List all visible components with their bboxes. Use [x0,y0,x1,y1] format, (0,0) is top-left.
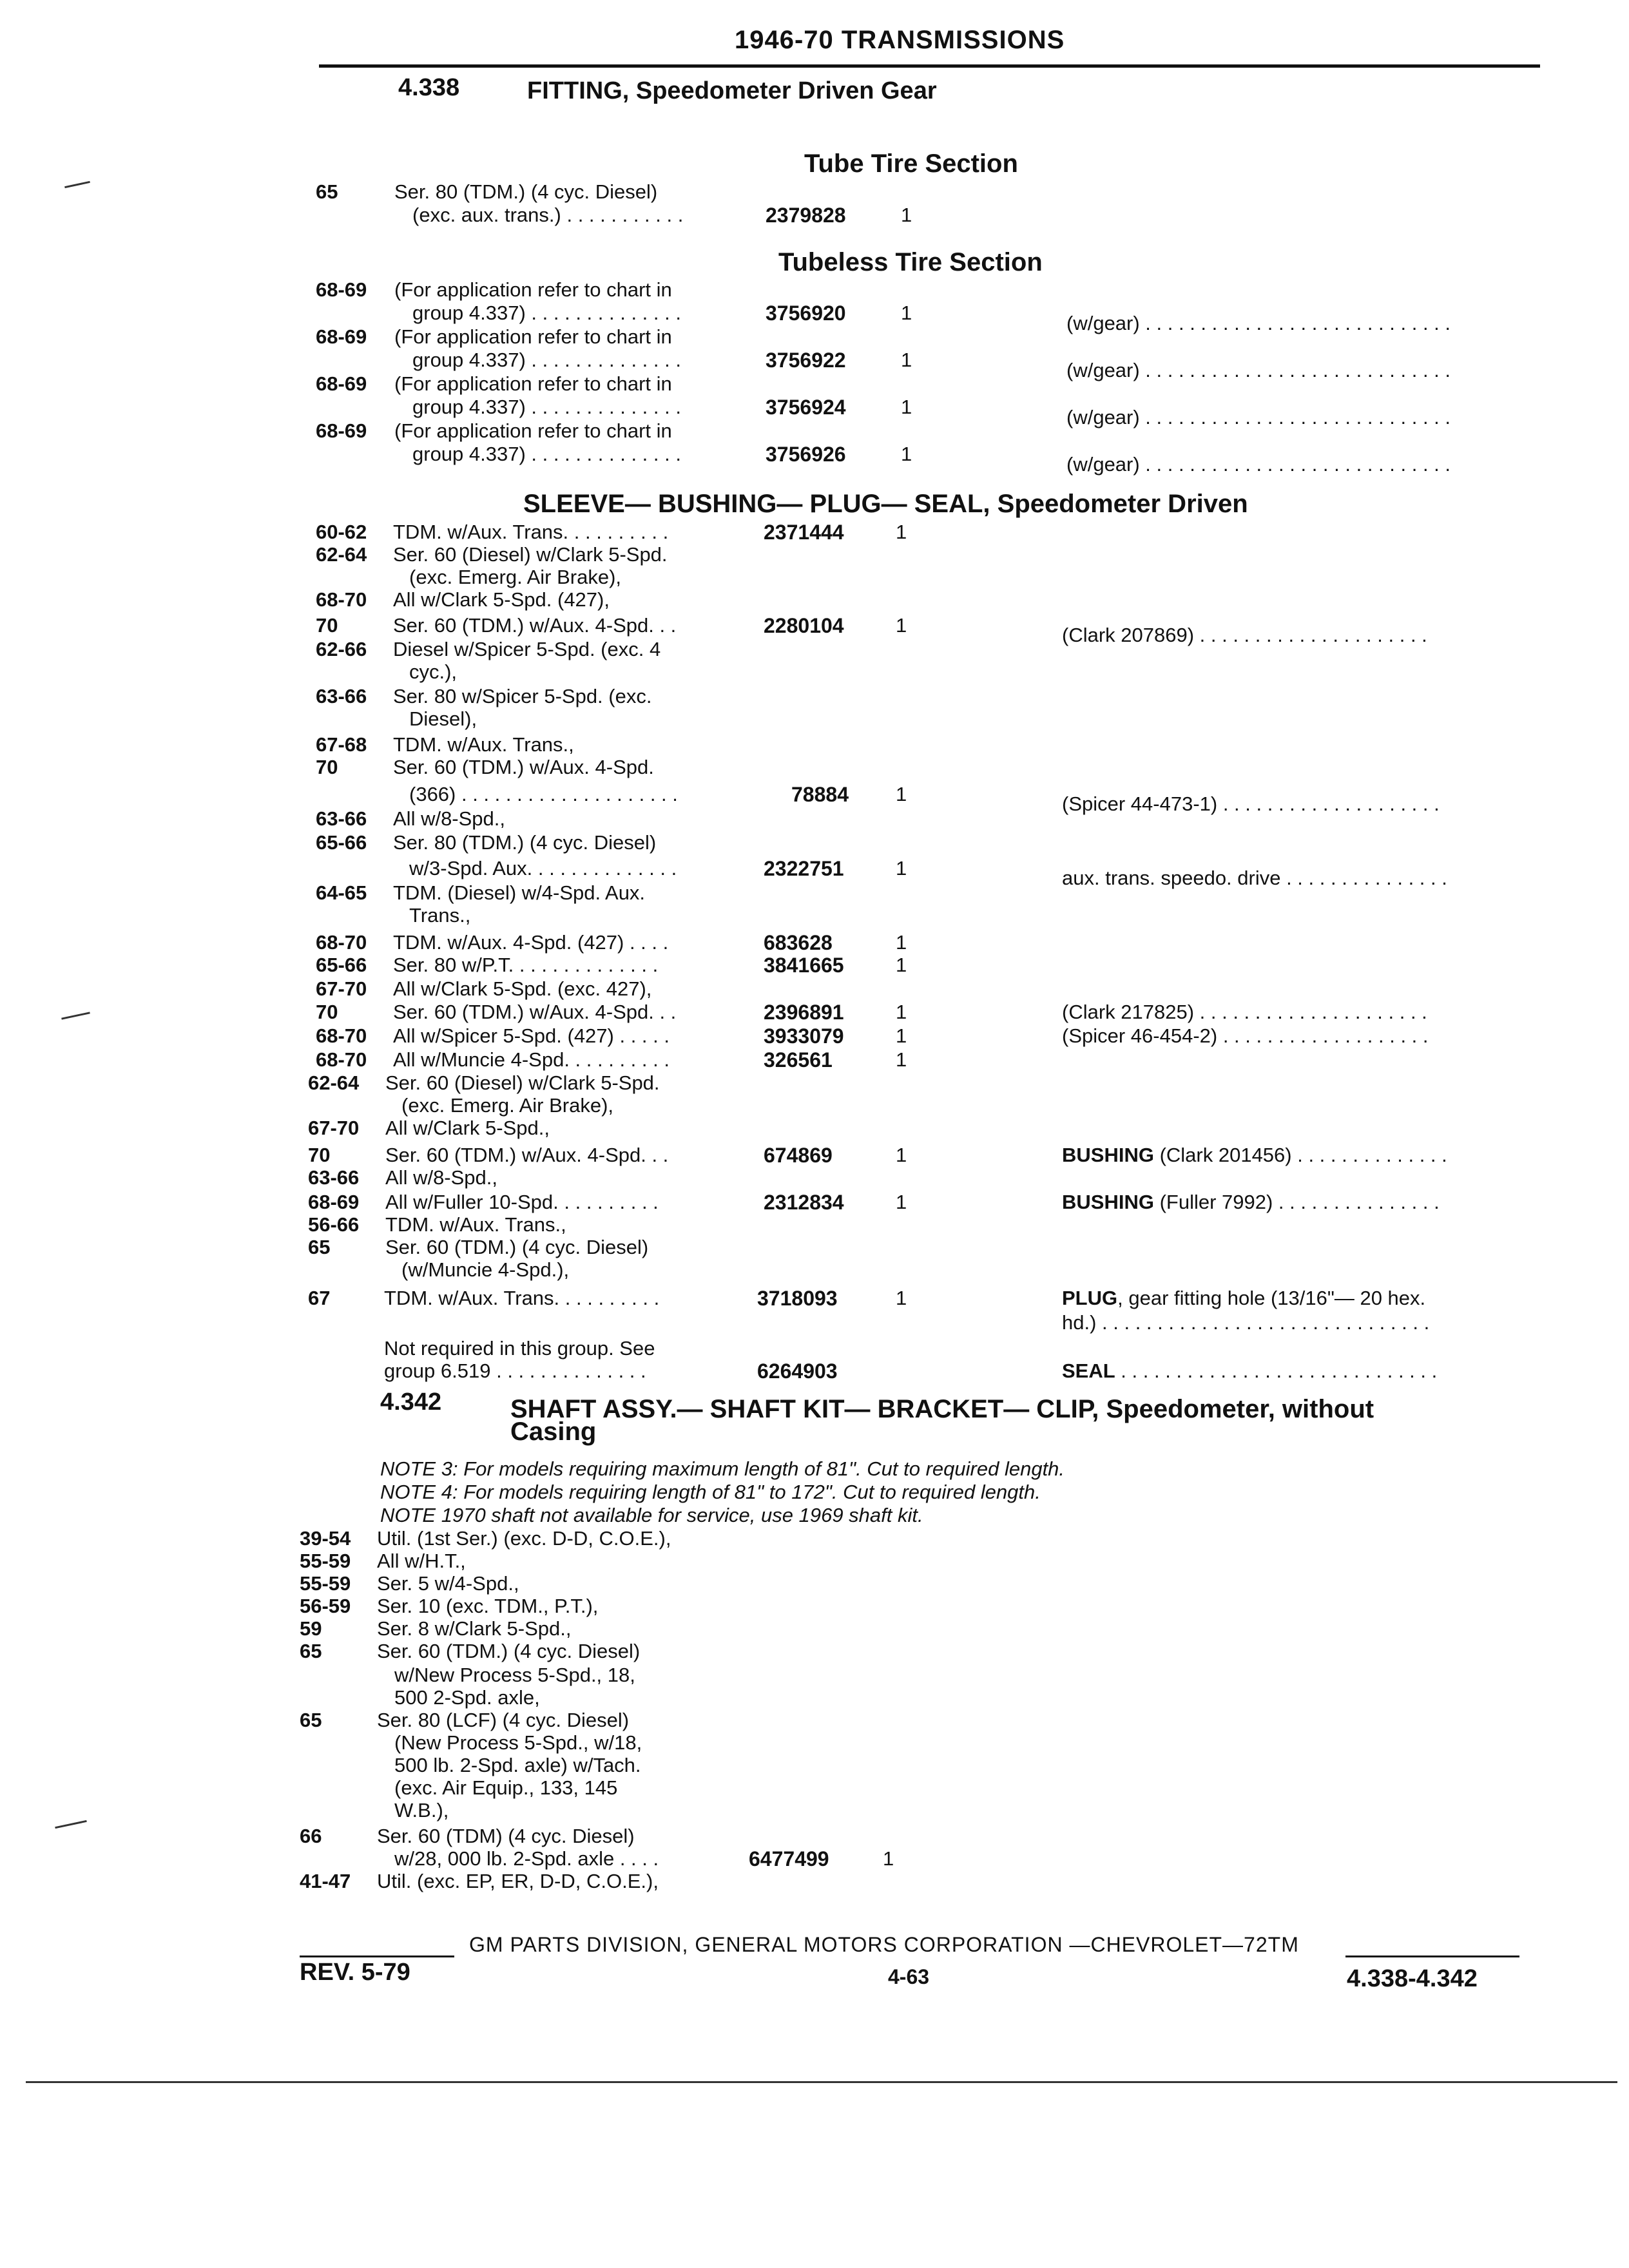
remark: (w/gear) . . . . . . . . . . . . . . . . . . . . . . . . . . . . [1066,359,1451,381]
quantity: 1 [896,1144,907,1166]
row-description: w/28, 000 lb. 2-Spd. axle . . . . [394,1847,659,1870]
tube-tire-section-heading: Tube Tire Section [804,149,1018,178]
row-year: 68-70 [316,1048,367,1071]
group-title-4342-line1: SHAFT ASSY.— SHAFT KIT— BRACKET— CLIP, Speedometer, without [510,1395,1374,1423]
row-description: Util. (1st Ser.) (exc. D-D, C.O.E.), [377,1527,671,1550]
remark [1062,1311,1429,1334]
row-description: Ser. 60 (TDM.) w/Aux. 4-Spd. . . [393,614,677,637]
row-year: 67-70 [316,977,367,1000]
remark [1062,1144,1447,1167]
row-description: Ser. 8 w/Clark 5-Spd., [377,1617,572,1640]
row-year: 68-69 [316,325,367,348]
row-description: All w/Clark 5-Spd. (exc. 427), [393,977,652,1000]
quantity: 1 [883,1847,894,1870]
remark [1062,1360,1437,1383]
row-year: 64-65 [316,881,367,904]
remark-part-type: BUSHING [1062,1191,1154,1213]
row-description: Ser. 60 (TDM.) w/Aux. 4-Spd. . . [393,1001,677,1023]
remark-text: (Fuller 7992) . . . . . . . . . . . . . . . [1153,1191,1440,1213]
row-description-cont: group 4.337) . . . . . . . . . . . . . . [412,302,681,324]
row-year: 67 [308,1287,331,1309]
row-description: w/3-Spd. Aux. . . . . . . . . . . . . . [409,857,677,879]
remark-text: (Clark 201456) . . . . . . . . . . . . . . [1153,1144,1447,1166]
quantity: 1 [896,1001,907,1023]
row-year: 70 [308,1144,331,1166]
row-description: Ser. 80 w/Spicer 5-Spd. (exc. [393,685,652,707]
row-description: Ser. 60 (TDM.) w/Aux. 4-Spd. . . [385,1144,669,1166]
row-year: 65 [300,1640,322,1662]
row-description: (For application refer to chart in [394,325,672,348]
remark [1062,1024,1429,1048]
quantity: 1 [896,857,907,879]
row-year: 65 [316,180,338,203]
quantity: 1 [896,614,907,637]
part-number: 2379828 [766,204,846,227]
part-number: 683628 [764,931,833,954]
row-description: (exc. Air Equip., 133, 145 [394,1776,618,1799]
margin-mark [64,181,90,188]
row-year: 62-66 [316,638,367,660]
quantity: 1 [896,954,907,976]
row-description: Ser. 60 (TDM) (4 cyc. Diesel) [377,1825,635,1847]
group-number-4338: 4.338 [398,74,460,101]
row-description: Trans., [409,904,471,927]
row-description: All w/Spicer 5-Spd. (427) . . . . . [393,1024,670,1047]
row-year: 66 [300,1825,322,1847]
remark-text: (Spicer 44-473-1) . . . . . . . . . . . . . . . . . . . . [1062,793,1440,815]
footer-rule-left [300,1956,454,1957]
remark-text: (Clark 207869) . . . . . . . . . . . . . . . . . . . . . [1062,624,1427,646]
row-year: 59 [300,1617,322,1640]
row-description: Ser. 60 (Diesel) w/Clark 5-Spd. [385,1072,660,1094]
part-number: 3756924 [766,396,846,419]
quantity: 1 [896,1287,907,1309]
row-description: Util. (exc. EP, ER, D-D, C.O.E.), [377,1870,659,1892]
row-year: 39-54 [300,1527,351,1550]
row-description: Ser. 60 (Diesel) w/Clark 5-Spd. [393,543,668,566]
header-rule [319,64,1540,68]
row-description: group 6.519 . . . . . . . . . . . . . . [384,1360,646,1382]
remark [1062,793,1440,816]
footer-corporation: GM PARTS DIVISION, GENERAL MOTORS CORPORATION —CHEVROLET—72TM [469,1933,1299,1956]
row-description: (New Process 5-Spd., w/18, [394,1731,642,1754]
note-1970: NOTE 1970 shaft not available for service, use 1969 shaft kit. [380,1504,923,1526]
row-year: 68-69 [308,1191,360,1213]
remark [1062,624,1427,647]
part-number: 6477499 [749,1847,829,1870]
revision-date: REV. 5-79 [300,1959,410,1986]
row-description: Ser. 10 (exc. TDM., P.T.), [377,1595,599,1617]
row-description: Ser. 60 (TDM.) (4 cyc. Diesel) [377,1640,641,1662]
row-year: 55-59 [300,1550,351,1572]
row-description: (w/Muncie 4-Spd.), [401,1258,570,1281]
part-number: 674869 [764,1144,833,1167]
row-description: TDM. w/Aux. 4-Spd. (427) . . . . [393,931,669,954]
remark-part-type: SEAL [1062,1360,1115,1382]
row-description: cyc.), [409,660,458,683]
row-description: All w/Clark 5-Spd. (427), [393,588,610,611]
tubeless-tire-section-heading: Tubeless Tire Section [778,248,1043,276]
margin-mark [55,1820,87,1829]
row-description: Diesel w/Spicer 5-Spd. (exc. 4 [393,638,661,660]
row-year: 68-70 [316,588,367,611]
row-description: (exc. Emerg. Air Brake), [409,566,622,588]
remark [1062,1287,1425,1310]
row-year: 70 [316,614,338,637]
group-number-4342: 4.342 [380,1389,442,1416]
row-description: All w/Fuller 10-Spd. . . . . . . . . . [385,1191,659,1213]
remark: (w/gear) . . . . . . . . . . . . . . . . . . . . . . . . . . . . [1066,453,1451,476]
quantity: 1 [896,931,907,954]
row-year: 62-64 [316,543,367,566]
scan-bottom-rule [26,2081,1617,2083]
row-description: Not required in this group. See [384,1337,655,1360]
quantity: 1 [901,349,912,371]
row-year: 68-69 [316,372,367,395]
row-year: 65 [300,1709,322,1731]
remark [1062,1001,1427,1024]
row-year: 68-69 [316,419,367,442]
row-year: 56-66 [308,1213,360,1236]
remark: (w/gear) . . . . . . . . . . . . . . . . . . . . . . . . . . . . [1066,406,1451,428]
remark-text: . . . . . . . . . . . . . . . . . . . . . . . . . . . . . [1115,1360,1438,1382]
row-description: All w/Muncie 4-Spd. . . . . . . . . . [393,1048,670,1071]
remark-part-type: BUSHING [1062,1144,1154,1166]
row-description: 500 lb. 2-Spd. axle) w/Tach. [394,1754,641,1776]
row-description: (For application refer to chart in [394,372,672,395]
row-year: 70 [316,1001,338,1023]
row-description-cont: group 4.337) . . . . . . . . . . . . . . [412,349,681,371]
part-number: 2312834 [764,1191,844,1214]
quantity: 1 [896,521,907,543]
row-description: All w/Clark 5-Spd., [385,1117,550,1139]
row-description-cont: group 4.337) . . . . . . . . . . . . . . [412,443,681,465]
group-range: 4.338-4.342 [1347,1965,1478,1992]
part-number: 2322751 [764,857,844,880]
row-year: 65-66 [316,831,367,854]
part-number: 3756922 [766,349,846,372]
row-description: TDM. w/Aux. Trans. . . . . . . . . . [384,1287,660,1309]
quantity: 1 [896,1024,907,1047]
note-4: NOTE 4: For models requiring length of 81" to 172". Cut to required length. [380,1481,1041,1503]
group-title-4338: FITTING, Speedometer Driven Gear [527,77,937,104]
row-description: 500 2-Spd. axle, [394,1686,540,1709]
row-year: 60-62 [316,521,367,543]
row-description: TDM. w/Aux. Trans. . . . . . . . . . [393,521,669,543]
row-year: 68-69 [316,278,367,301]
part-number: 2280104 [764,614,844,637]
group-title-4342-line2: Casing [510,1418,597,1446]
remark-text: , gear fitting hole (13/16"— 20 hex. [1117,1287,1426,1309]
page-header-title: 1946-70 TRANSMISSIONS [735,26,1065,54]
part-number: 3756920 [766,302,846,325]
row-description: All w/H.T., [377,1550,466,1572]
row-year: 65 [308,1236,331,1258]
row-description: (For application refer to chart in [394,419,672,442]
row-description: (For application refer to chart in [394,278,672,301]
remark-text: aux. trans. speedo. drive . . . . . . . . . . . . . . . [1062,867,1447,889]
row-year: 55-59 [300,1572,351,1595]
row-description: (366) . . . . . . . . . . . . . . . . . . . . [409,783,678,805]
row-description: Ser. 80 w/P.T. . . . . . . . . . . . . . [393,954,659,976]
row-description: Ser. 60 (TDM.) (4 cyc. Diesel) [385,1236,649,1258]
remark-text: hd.) . . . . . . . . . . . . . . . . . . . . . . . . . . . . . . [1062,1311,1430,1334]
row-description: Ser. 5 w/4-Spd., [377,1572,519,1595]
quantity: 1 [896,1191,907,1213]
part-number: 2371444 [764,521,844,544]
part-number: 6264903 [757,1360,838,1383]
page-number: 4-63 [888,1965,930,1988]
part-number: 3933079 [764,1024,844,1048]
row-year: 68-70 [316,1024,367,1047]
row-description: w/New Process 5-Spd., 18, [394,1664,635,1686]
row-year: 68-70 [316,931,367,954]
footer-rule-right [1345,1956,1519,1957]
remark [1062,1191,1440,1214]
part-number: 326561 [764,1048,833,1072]
part-number: 78884 [791,783,849,806]
row-description: TDM. w/Aux. Trans., [393,733,574,756]
row-year: 41-47 [300,1870,351,1892]
remark-text: (Clark 217825) . . . . . . . . . . . . . . . . . . . . . [1062,1001,1427,1023]
row-description: Diesel), [409,707,477,730]
quantity: 1 [901,443,912,465]
part-number: 3756926 [766,443,846,466]
group-title-sleeve: SLEEVE— BUSHING— PLUG— SEAL, Speedometer Driven [523,490,1248,518]
row-year: 63-66 [316,685,367,707]
row-description: TDM. (Diesel) w/4-Spd. Aux. [393,881,646,904]
row-year: 63-66 [316,807,367,830]
quantity: 1 [896,783,907,805]
row-year: 62-64 [308,1072,360,1094]
row-description: Ser. 80 (TDM.) (4 cyc. Diesel) [393,831,657,854]
quantity: 1 [896,1048,907,1071]
remark: (w/gear) . . . . . . . . . . . . . . . . . . . . . . . . . . . . [1066,312,1451,334]
row-description-cont: group 4.337) . . . . . . . . . . . . . . [412,396,681,418]
part-number: 2396891 [764,1001,844,1024]
row-description: Ser. 80 (TDM.) (4 cyc. Diesel) [394,180,658,203]
row-description: Ser. 80 (LCF) (4 cyc. Diesel) [377,1709,630,1731]
note-3: NOTE 3: For models requiring maximum length of 81". Cut to required length. [380,1457,1065,1480]
part-number: 3718093 [757,1287,838,1310]
remark-text: (Spicer 46-454-2) . . . . . . . . . . . . . . . . . . . [1062,1024,1429,1047]
row-description-cont: (exc. aux. trans.) . . . . . . . . . . . [412,204,684,226]
remark [1062,867,1447,890]
margin-mark [61,1012,90,1019]
row-description: W.B.), [394,1799,449,1821]
part-number: 3841665 [764,954,844,977]
row-year: 65-66 [316,954,367,976]
row-year: 70 [316,756,338,778]
row-year: 67-70 [308,1117,360,1139]
row-description: All w/8-Spd., [393,807,506,830]
quantity: 1 [901,204,912,226]
row-description: (exc. Emerg. Air Brake), [401,1094,614,1117]
quantity: 1 [901,396,912,418]
quantity: 1 [901,302,912,324]
row-year: 56-59 [300,1595,351,1617]
remark-part-type: PLUG [1062,1287,1118,1309]
row-description: TDM. w/Aux. Trans., [385,1213,566,1236]
row-year: 67-68 [316,733,367,756]
row-description: Ser. 60 (TDM.) w/Aux. 4-Spd. [393,756,654,778]
row-description: All w/8-Spd., [385,1166,498,1189]
row-year: 63-66 [308,1166,360,1189]
